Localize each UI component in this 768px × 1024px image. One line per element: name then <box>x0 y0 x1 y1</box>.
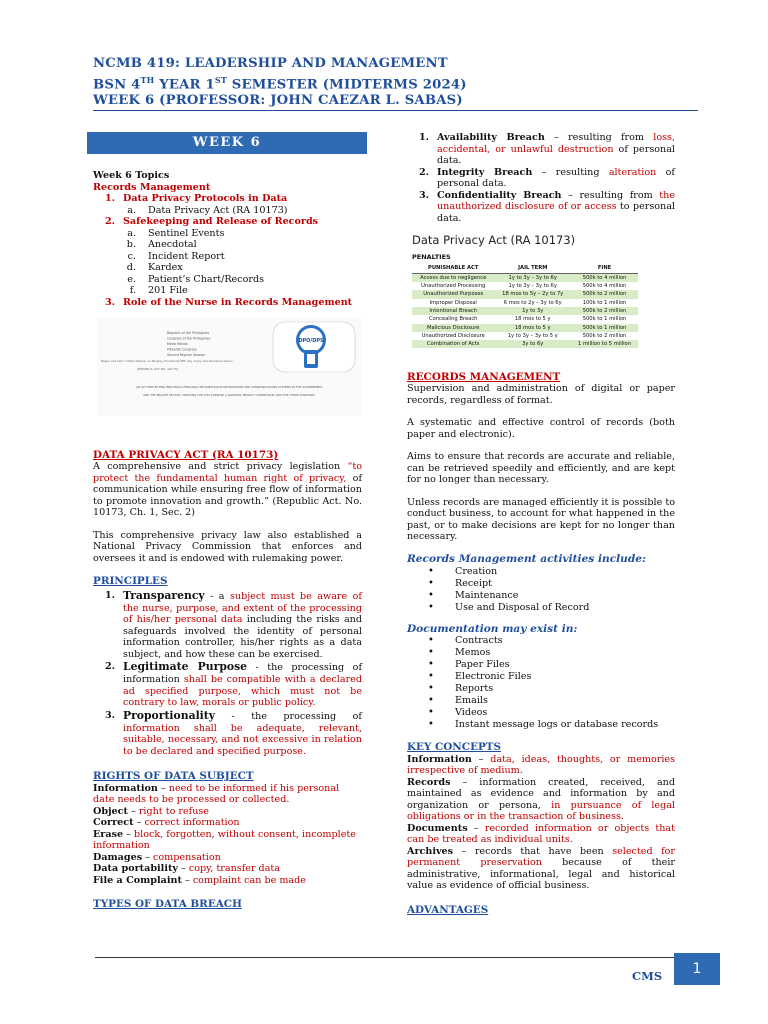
topic-label: Safekeeping and Release of Records <box>123 216 319 227</box>
documentation-item <box>407 683 675 695</box>
rights-term: Data portability <box>93 863 178 875</box>
bullet-dot-icon: • <box>428 671 434 683</box>
rights-item <box>93 875 362 887</box>
rights-term: Information <box>93 782 158 794</box>
key-concept-text-a: – <box>471 753 491 765</box>
topic-subitem <box>93 239 362 251</box>
breach-body <box>437 132 675 167</box>
penalty-cell: Unauthorized Disclosure <box>421 332 485 339</box>
dpa-paragraph-1: A comprehensive and strict privacy legislation “to protect the fundamental human right of privacy, of communication while ensuring free flow of information to promote innovation and growth.” (Republic Act. No. 10173, Ch. 1, Sec. 2) <box>93 461 362 519</box>
course-title: NCMB 419: LEADERSHIP AND MANAGEMENT <box>93 56 448 71</box>
figure-caption-line: AN ACT PROTECTING INDIVIDUAL PERSONAL INFORMATION IN INFORMATION AND COMMUNICATIONS SYSTEMS IN THE GOVERNMENT <box>135 385 323 389</box>
topic-number: 3. <box>104 296 115 308</box>
topic-sub-letter: c. <box>127 250 136 262</box>
bullet-dot-icon: • <box>428 565 434 577</box>
figure-caption-line: AND THE PRIVATE SECTOR, CREATING FOR THIS PURPOSE A NATIONAL PRIVACY COMMISSION, AND FOR OTHER PURPOSES <box>143 393 315 397</box>
penalty-cell: 6 mos to 2y – 3y to 6y <box>503 299 562 306</box>
documentation-item <box>407 647 675 659</box>
rights-item <box>93 863 362 875</box>
bullet-dot-icon: • <box>428 707 434 719</box>
penalty-column-header: JAIL TERM <box>494 264 571 274</box>
breach-heading: TYPES OF DATA BREACH <box>93 898 242 911</box>
rights-dash: – <box>133 817 145 829</box>
topic-sub-label: Patient’s Chart/Records <box>148 273 265 285</box>
penalty-cell: 18 mos to 5 y <box>494 324 571 332</box>
rights-dash: – <box>177 863 189 875</box>
penalty-row <box>412 315 638 323</box>
records-heading: RECORDS MANAGEMENT <box>407 371 561 383</box>
penalty-row <box>412 282 638 290</box>
key-concept-item <box>407 846 675 892</box>
principle-sep: - a <box>204 590 230 602</box>
principle-item <box>93 710 362 757</box>
rights-term: Erase <box>93 828 124 840</box>
rights-term: Damages <box>93 851 143 863</box>
rights-dash: – <box>127 805 139 817</box>
key-concept-red: selected for permanent preservation <box>407 845 675 869</box>
key-concept-term: Information <box>407 753 472 765</box>
course-year: BSN 4TH YEAR 1ST SEMESTER (MIDTERMS 2024) <box>93 75 467 93</box>
topic-sub-letter: e. <box>127 273 136 285</box>
documentation-item-label: Reports <box>455 683 494 695</box>
header-divider <box>93 110 698 111</box>
topic-sub-label: 201 File <box>148 285 188 296</box>
key-concept-text-a: – information created, received, and maintained as evidence and information by and organization or persona, <box>407 776 675 811</box>
penalty-cell: 1y to 3y – 3y to 6y <box>494 273 571 282</box>
penalty-cell: 500k to 2 million <box>582 332 627 339</box>
documentation-item-label: Memos <box>455 647 491 659</box>
activity-item <box>407 602 675 614</box>
topic-subitem <box>93 251 362 263</box>
penalty-row <box>412 299 638 307</box>
principle-term: Proportionality <box>123 708 216 722</box>
week-banner: WEEK 6 <box>87 132 367 154</box>
penalty-cell: Concealing Breach <box>428 316 478 323</box>
principle-red: subject must be aware of the nurse, purpose, and extent of the processing of his/her personal data <box>123 590 362 626</box>
penalty-cell: 1y to 3y <box>494 307 571 315</box>
bullet-dot-icon: • <box>428 695 434 707</box>
principle-sep: - the processing of <box>215 710 362 722</box>
penalty-cell: 500k to 1 million <box>582 316 627 323</box>
principle-body <box>123 590 362 660</box>
breach-text-b: of personal data. <box>437 143 675 166</box>
penalty-cell: Unauthorized Processing <box>421 283 486 290</box>
rights-item <box>93 852 362 864</box>
figure-caption <box>136 385 323 397</box>
rights-dash: – <box>157 782 169 794</box>
penalty-row <box>412 340 638 348</box>
penalty-row <box>412 290 638 298</box>
breach-body <box>437 167 675 190</box>
key-concepts-heading: KEY CONCEPTS <box>407 741 502 754</box>
penalty-cell: 500k to 1 million <box>571 324 638 332</box>
advantages-heading: ADVANTAGES <box>407 903 489 916</box>
rights-item <box>93 829 362 852</box>
breach-number: 3. <box>418 189 429 201</box>
topic-sub-letter: b. <box>126 239 136 250</box>
topic-sub-letter: a. <box>127 204 136 216</box>
rights-dash: – <box>142 851 154 863</box>
ra-10173-document-graphic <box>97 318 361 416</box>
left-body <box>93 449 362 911</box>
dpa-heading: DATA PRIVACY ACT (RA 10173) <box>93 449 279 461</box>
documentation-heading: Documentation may exist in: <box>407 622 578 635</box>
rights-dash: – <box>181 874 193 886</box>
rights-value: correct information <box>144 817 240 829</box>
principle-body <box>123 710 362 757</box>
activity-item <box>407 590 675 602</box>
principle-item <box>93 661 362 708</box>
dpo-seal-icon <box>273 322 355 372</box>
breach-term: Integrity Breach <box>437 166 533 178</box>
penalty-column-header: FINE <box>571 264 638 274</box>
breach-list <box>407 132 675 224</box>
topic-subitem <box>93 274 362 286</box>
key-concept-term: Archives <box>407 845 454 857</box>
document-header <box>93 56 467 109</box>
activity-item <box>407 566 675 578</box>
breach-item <box>407 132 675 167</box>
breach-term: Confidentiality Breach <box>437 189 562 201</box>
documentation-item-label: Contracts <box>455 635 503 647</box>
penalty-row <box>412 307 638 315</box>
penalty-cell: 100k to 1 million <box>582 299 627 306</box>
breach-item <box>407 190 675 225</box>
bullet-dot-icon: • <box>428 659 434 671</box>
key-concept-red: recorded information or objects that can be treated as individual units. <box>407 822 675 846</box>
topics-list <box>93 170 362 308</box>
right-body <box>407 371 675 916</box>
principle-number: 1. <box>104 589 115 601</box>
rights-term: Correct <box>93 817 134 829</box>
principle-term: Legitimate Purpose <box>123 660 248 674</box>
topic-item <box>93 297 362 309</box>
penalties-title: Data Privacy Act (RA 10173) <box>412 233 576 247</box>
records-paragraph-2: A systematic and effective control of records (both paper and electronic). <box>407 417 675 440</box>
key-concept-red: in pursuance of legal obligations or in the transaction of business. <box>407 799 676 823</box>
topic-number: 1. <box>104 193 115 204</box>
topic-label: Data Privacy Protocols in Data <box>123 193 288 204</box>
principle-rest: including the risks and safeguards involved the identity of personal information controller, his/her rights as a data subject, and how these can be exercised. <box>123 614 363 660</box>
key-concept-text-a: – <box>467 822 485 834</box>
records-paragraph-3: Aims to ensure that records are accurate and reliable, can be retrieved speedily and efficiently, and are kept for no longer than necessary. <box>407 451 675 486</box>
figure-line: Fifteenth Congress <box>167 347 197 352</box>
figure-line: Congress of the Philippines <box>167 336 211 341</box>
topic-sub-label: Data Privacy Act (RA 10173) <box>148 204 288 216</box>
penalty-row <box>412 324 638 332</box>
breach-text-a: – resulting <box>532 166 609 178</box>
ra-10173-image <box>97 318 361 416</box>
penalty-cell: 500k to 4 million <box>582 283 627 290</box>
breach-item <box>407 167 675 190</box>
topic-item <box>93 193 362 205</box>
breach-text-a: – resulting from <box>561 189 660 201</box>
footer-label: CMS <box>632 969 663 983</box>
principle-number: 2. <box>104 661 115 673</box>
footer-divider <box>95 957 718 958</box>
topic-sub-letter: f. <box>129 285 136 296</box>
topic-item <box>93 216 362 228</box>
penalty-cell: Intentional Breach <box>412 307 494 315</box>
penalty-cell: Malicious Disclosure <box>412 324 494 332</box>
penalty-cell: 18 mos to 5y – 2y to 7y <box>494 290 571 298</box>
penalty-cell: 3y to 6y <box>494 340 571 348</box>
breach-body <box>437 190 675 225</box>
documentation-item <box>407 695 675 707</box>
penalty-cell: 500k to 4 million <box>571 273 638 282</box>
activities-heading: Records Management activities include: <box>407 552 646 565</box>
penalty-cell: 1y to 3y – 3y to 6y <box>508 283 557 290</box>
topic-sub-label: Sentinel Events <box>148 227 225 239</box>
topic-subitem <box>93 285 362 297</box>
penalty-row <box>412 273 638 282</box>
figure-ra-text: [REPUBLIC ACT NO. 10173] <box>137 367 178 371</box>
penalty-column-header: PUNISHABLE ACT <box>412 264 494 274</box>
activity-item <box>407 578 675 590</box>
penalty-cell: Improper Disposal <box>429 299 477 306</box>
rights-value: need to be informed if his personal date needs to be processed or collected. <box>93 782 340 806</box>
rights-term: Object <box>93 805 128 817</box>
bullet-dot-icon: • <box>428 577 434 589</box>
rights-item <box>93 817 362 829</box>
penalties-table <box>412 250 638 362</box>
course-week: WEEK 6 (PROFESSOR: JOHN CAEZAR L. SABAS) <box>93 93 463 109</box>
figure-line: Metro Manila <box>167 342 188 346</box>
seal-text: DPO/DPS <box>298 338 324 344</box>
penalties-label: PENALTIES <box>412 253 451 261</box>
breach-text-a: – resulting from <box>544 132 654 143</box>
documentation-item-label: Videos <box>455 707 488 719</box>
topic-sub-letter: a. <box>127 227 136 239</box>
breach-red: loss, accidental, or unlawful destruction <box>437 132 675 155</box>
penalty-cell: 500k to 2 million <box>571 290 638 298</box>
records-paragraph-1: Supervision and administration of digital or paper records, regardless of format. <box>407 383 675 406</box>
principle-sep: - the processing of information <box>123 662 362 686</box>
topic-subitem <box>93 205 362 217</box>
documentation-item <box>407 719 675 731</box>
breach-red: the unauthorized disclosure of or access <box>437 189 676 212</box>
bullet-dot-icon: • <box>428 647 434 659</box>
topic-number: 2. <box>104 216 115 227</box>
key-concept-item <box>407 823 675 846</box>
documentation-item <box>407 671 675 683</box>
dpa-paragraph-2: This comprehensive privacy law also established a National Privacy Commission that enforces and oversees it and is endowed with rulemaking power. <box>93 529 362 564</box>
breach-number: 2. <box>418 166 429 178</box>
rights-dash: – <box>123 828 134 840</box>
penalty-cell: Unauthorized Purposes <box>412 290 494 298</box>
breach-number: 1. <box>418 132 429 143</box>
rights-heading: RIGHTS OF DATA SUBJECT <box>93 770 254 783</box>
penalty-cell: 1y to 3y – 3y to 5 y <box>507 332 558 339</box>
documentation-item <box>407 635 675 647</box>
penalty-cell: Combination of Acts <box>412 340 494 348</box>
key-concept-item <box>407 754 675 777</box>
topics-title: Week 6 Topics <box>93 170 170 181</box>
key-concept-term: Records <box>407 776 451 788</box>
bullet-dot-icon: • <box>428 589 434 601</box>
topic-sub-label: Kardex <box>148 262 183 273</box>
principle-item <box>93 590 362 660</box>
topic-subitem <box>93 262 362 274</box>
documentation-item <box>407 659 675 671</box>
topic-sub-label: Incident Report <box>148 250 225 262</box>
rights-item <box>93 783 362 806</box>
key-concept-item <box>407 777 675 823</box>
penalty-cell: 18 mos to 5 y <box>514 316 551 323</box>
rights-value: block, forgotten, without consent, incomplete information <box>93 828 356 852</box>
documentation-item-label: Instant message logs or database records <box>455 719 659 731</box>
key-concept-term: Documents <box>407 822 468 834</box>
breach-text-b: to personal data. <box>437 201 675 224</box>
penalty-cell: 500k to 2 million <box>571 307 638 315</box>
rights-value: complaint can be made <box>192 874 306 886</box>
documentation-item-label: Paper Files <box>455 659 510 671</box>
activity-item-label: Creation <box>455 565 498 577</box>
principles-heading: PRINCIPLES <box>93 575 168 588</box>
figure-begun-text: Begun and held in Metro Manila, on Monday, the twenty-fifth day of July, two thousand eleven. <box>101 359 234 363</box>
key-concept-text-a: – records that have been <box>453 845 613 857</box>
penalty-row <box>412 332 638 340</box>
figure-line: Republic of the Philippines <box>167 331 210 335</box>
bullet-dot-icon: • <box>428 719 434 731</box>
breach-text-b: of personal data. <box>437 166 675 189</box>
principle-body <box>123 661 362 708</box>
bullet-dot-icon: • <box>428 683 434 695</box>
principle-number: 3. <box>104 709 115 721</box>
bullet-dot-icon: • <box>428 635 434 647</box>
breach-red: alteration <box>608 166 657 178</box>
penalty-cell: Access due to negligence <box>412 273 494 282</box>
principle-term: Transparency <box>123 588 205 602</box>
rights-value: compensation <box>153 851 221 863</box>
principle-red: shall be compatible with a declared ad specified purpose, which must not be contrary to law, morals or public policy. <box>123 674 362 709</box>
topic-subitem <box>93 228 362 240</box>
topic-sub-label: Anecdotal <box>148 239 197 250</box>
topic-label: Role of the Nurse in Records Management <box>123 296 353 308</box>
key-concept-red: data, ideas, thoughts, or memories irrespective of medium. <box>407 753 675 777</box>
principle-red: information shall be adequate, relevant, suitable, necessary, and not excessive in relation to be declared and specified purpose. <box>123 722 362 757</box>
key-concept-text-b: because of their administrative, informational, legal and historical value as evidence of official business. <box>407 857 675 892</box>
rights-value: copy, transfer data <box>188 863 280 875</box>
activity-item-label: Use and Disposal of Record <box>455 601 590 613</box>
bullet-dot-icon: • <box>428 601 434 613</box>
documentation-item-label: Emails <box>455 695 488 707</box>
figure-line: Second Regular Session <box>167 353 206 357</box>
rights-term: File a Complaint <box>93 874 182 886</box>
penalty-cell: 1 million to 5 million <box>571 340 638 348</box>
topics-subject: Records Management <box>93 181 211 193</box>
activity-item-label: Maintenance <box>455 589 519 601</box>
documentation-item-label: Electronic Files <box>455 671 532 683</box>
documentation-item <box>407 707 675 719</box>
breach-term: Availability Breach <box>437 132 545 143</box>
rights-item <box>93 806 362 818</box>
records-paragraph-4: Unless records are managed efficiently it is possible to conduct business, to account for what happened in the past, or to make decisions are kept for no longer than necessary. <box>407 496 675 543</box>
topic-sub-letter: d. <box>126 262 136 273</box>
rights-value: right to refuse <box>138 805 209 817</box>
activity-item-label: Receipt <box>455 577 493 589</box>
page-number: 1 <box>674 953 720 985</box>
